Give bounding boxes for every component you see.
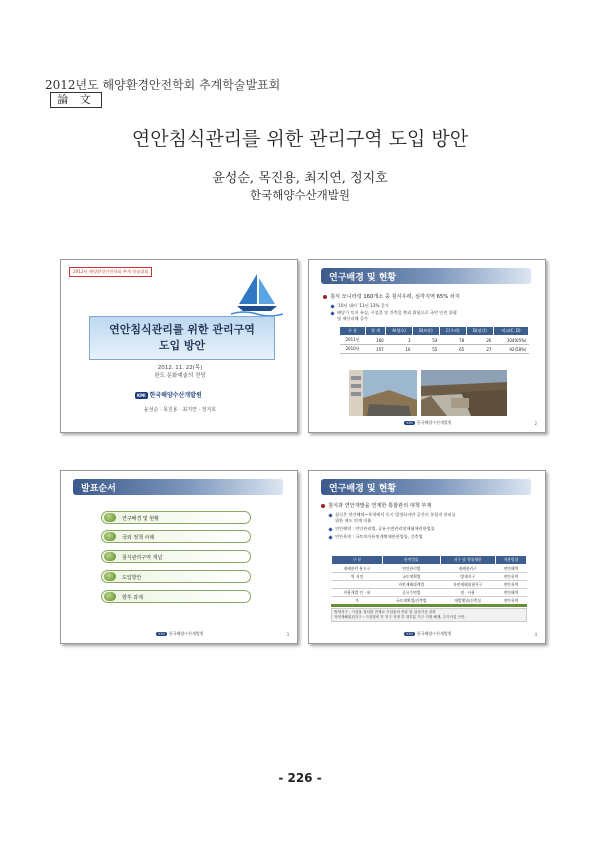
- kmi-logo: KMI: [158, 632, 165, 636]
- table-header-row: [340, 327, 529, 336]
- footer-org: 한국해양수산개발원: [168, 631, 204, 636]
- slide-footer: [309, 631, 546, 637]
- sub-bullet-2-cont: 및 재산피해 증가: [337, 316, 368, 321]
- kmi-logo: KMI: [137, 393, 146, 398]
- footer-org: 한국해양수산개발원: [416, 420, 452, 425]
- table-cell: 연안육역: [495, 597, 526, 605]
- table-cell: 10: [386, 345, 413, 354]
- table-cell: 방재지구: [440, 573, 495, 581]
- table-cell: 3: [386, 336, 413, 345]
- table-header: 구 분: [340, 327, 366, 336]
- table-cell: 78: [439, 336, 466, 345]
- table-cell: 104(65%): [493, 336, 528, 345]
- table-cell: 157: [366, 345, 386, 354]
- agenda-label: 도입방안: [122, 575, 142, 581]
- bullet-main: [321, 503, 431, 510]
- bullet-text: 침식과 연안개발을 연계한 통합관리 대책 부재: [328, 503, 432, 509]
- slide-footer: [309, 420, 546, 426]
- note-line-2: 자연재해위험지구 : 시설정비 후 지구 지정 후 대부분 지구 지정 해제, 주거사업 곤란: [334, 615, 465, 619]
- sub-bullet-text: 연안육역 : 국토의이용및계획에관한법률, 건축법: [335, 534, 423, 539]
- table-cell: 국토계획법/건축법: [382, 597, 440, 605]
- erosion-photo-right: [421, 370, 507, 416]
- bullet-knob-icon: [104, 552, 116, 561]
- slide-heading: 발표순서: [81, 484, 116, 494]
- slide-2: [308, 259, 546, 433]
- slide-conference-tag: 2012년 해양환경안전학회 추계 학술대회: [69, 267, 152, 277]
- paper-title: 연안침식관리를 위한 관리구역 도입 방안: [131, 128, 469, 150]
- table-cell: 자연재해대책법: [382, 581, 440, 589]
- note-box: [331, 608, 527, 622]
- table-row: [332, 573, 527, 581]
- table-header: 지구 및 행위제한: [440, 556, 495, 565]
- paper-affiliation: 한국해양수산개발원: [250, 188, 350, 202]
- table-cell: 이용개발 인 · 허: [332, 589, 383, 597]
- table-header: 구 분: [332, 556, 383, 565]
- diamond-icon: [330, 311, 334, 315]
- slide-title-line1: 연안침식관리를 위한 관리구역: [109, 323, 255, 336]
- slide-title-box: [89, 316, 275, 360]
- slide-number: 2: [534, 421, 537, 426]
- table-cell: 2010년: [340, 345, 366, 354]
- table-cell: 160: [366, 336, 386, 345]
- bullet-knob-icon: [104, 532, 116, 541]
- table-cell: [332, 581, 383, 589]
- sub-bullet-text: 배당가 토지 유실, 시설물 및 건축물 붕괴 위험으로 국민 안전 위협: [337, 310, 457, 315]
- table-header: A(양호): [386, 327, 413, 336]
- kmi-logo: KMI: [406, 421, 413, 425]
- conference-name: 2012년도 해양환경안전학회 추계학술발표회: [45, 78, 281, 92]
- bullet-knob-icon: [104, 592, 116, 601]
- slide-venue: 완도 문화예술의 전당: [154, 373, 206, 379]
- agenda-item: [101, 590, 251, 603]
- table-cell: 26: [466, 336, 493, 345]
- table-cell: 53: [412, 336, 439, 345]
- table-cell: 자연재해위험지구: [440, 581, 495, 589]
- kmi-org: [135, 390, 202, 399]
- paper-authors: 윤성순, 목진용, 최지연, 정지호: [212, 171, 388, 186]
- table-cell: 개발행위/건축물: [440, 597, 495, 605]
- sub-bullet-2: [329, 526, 435, 532]
- slide-date-line1: 2012. 11. 22(목): [157, 365, 203, 371]
- sailboat-icon: [231, 270, 283, 316]
- slide-heading: 연구배경 및 현황: [329, 273, 397, 283]
- paper-type-tag: 論 文: [50, 92, 102, 108]
- sub-bullet-text: 연안해역 : 연안관리법, 공유수면관리및매립에관한법률: [335, 526, 435, 531]
- divider-bar: [331, 604, 527, 607]
- bullet-dot-icon: [323, 295, 327, 299]
- table-header: 비고(C, D): [493, 327, 528, 336]
- slide-header: [321, 479, 531, 495]
- slide-header: [73, 479, 283, 495]
- diamond-icon: [328, 513, 332, 517]
- table-header: B(보통): [412, 327, 439, 336]
- diamond-icon: [328, 535, 332, 539]
- table-cell: 재해관련 용도구: [332, 565, 383, 573]
- sub-bullet-1-cont: 위한 제도 연계 미흡: [335, 518, 372, 523]
- sub-bullet-1: [331, 303, 389, 309]
- law-table: [331, 555, 527, 605]
- table-cell: 55: [412, 345, 439, 354]
- table-header: D(심각): [466, 327, 493, 336]
- slide-author-names: 윤성순 · 목진용 · 최지연 · 정지호: [143, 407, 217, 413]
- bullet-text: 침식 모니터링 160개소 중 침식우려, 심각지역 65% 차지: [330, 294, 460, 300]
- agenda-label: 국외 정책 사례: [122, 535, 155, 541]
- slide-heading: 연구배경 및 현황: [329, 484, 397, 494]
- table-row: [332, 581, 527, 589]
- page-number: - 226 -: [278, 771, 322, 785]
- erosion-photo-left: [349, 370, 417, 416]
- table-row: [332, 565, 527, 573]
- table-row: [332, 589, 527, 597]
- table-cell: 연안해역: [495, 565, 526, 573]
- table-cell: 92(58%): [493, 345, 528, 354]
- table-header-row: [332, 556, 527, 565]
- agenda-item: [101, 511, 251, 524]
- table-cell: 65: [439, 345, 466, 354]
- table-cell: 재해관리구: [440, 565, 495, 573]
- table-row: [340, 336, 529, 345]
- table-cell: 연안관리법: [382, 565, 440, 573]
- agenda-label: 연구배경 및 현황: [122, 516, 159, 522]
- table-header: C(우려): [439, 327, 466, 336]
- slide-1: [60, 259, 298, 433]
- slide-header: [321, 268, 531, 284]
- bullet-main: [323, 294, 460, 301]
- slide-number: 4: [534, 632, 537, 637]
- table-cell: 연안육역: [495, 581, 526, 589]
- sub-bullet-text: '10년 대비 '11년 13% 증가: [337, 303, 389, 308]
- bullet-dot-icon: [321, 504, 325, 508]
- table-cell: 27: [466, 345, 493, 354]
- bullet-knob-icon: [104, 572, 116, 581]
- kmi-logo: KMI: [406, 632, 413, 636]
- slide-3: [60, 470, 298, 644]
- table-cell: 가: [332, 597, 383, 605]
- agenda-label: 향후 과제: [122, 595, 143, 601]
- org-name: 한국해양수산개발원: [149, 392, 202, 399]
- slide-title-line2: 도입 방안: [158, 339, 206, 352]
- table-row: [340, 345, 529, 354]
- agenda-label: 침식관리구역 개념: [122, 555, 163, 561]
- table-cell: 점 · 사용: [440, 589, 495, 597]
- sub-bullet-text: 침식은 연안해역~육역에서 동시 발생하지만 공간의 통합적 관리를: [335, 512, 456, 517]
- agenda-item: [101, 550, 251, 563]
- erosion-stats-table: [339, 326, 529, 354]
- slide-footer: [61, 631, 298, 637]
- agenda-item: [101, 570, 251, 583]
- table-cell: 연안육역: [495, 573, 526, 581]
- diamond-icon: [330, 304, 334, 308]
- table-cell: 국토계획법: [382, 573, 440, 581]
- bullet-knob-icon: [104, 513, 116, 522]
- agenda-item: [101, 530, 251, 543]
- note-line-1: 방재지구 : 시설물 설치를 전제로 시설물의 종류 및 설치기준 강화: [334, 610, 436, 614]
- footer-org: 한국해양수산개발원: [416, 631, 452, 636]
- table-cell: 연안해역: [495, 589, 526, 597]
- slide-number: 3: [286, 632, 289, 637]
- diamond-icon: [328, 527, 332, 531]
- table-header: 관련법률: [382, 556, 440, 565]
- slide-4: [308, 470, 546, 644]
- table-cell: 공유수면법: [382, 589, 440, 597]
- slide-date: [61, 364, 298, 380]
- table-header: 적용범위: [495, 556, 526, 565]
- table-cell: 2011년: [340, 336, 366, 345]
- sub-bullet-3: [329, 534, 423, 540]
- table-header: 합 계: [366, 327, 386, 336]
- table-cell: 역 지정: [332, 573, 383, 581]
